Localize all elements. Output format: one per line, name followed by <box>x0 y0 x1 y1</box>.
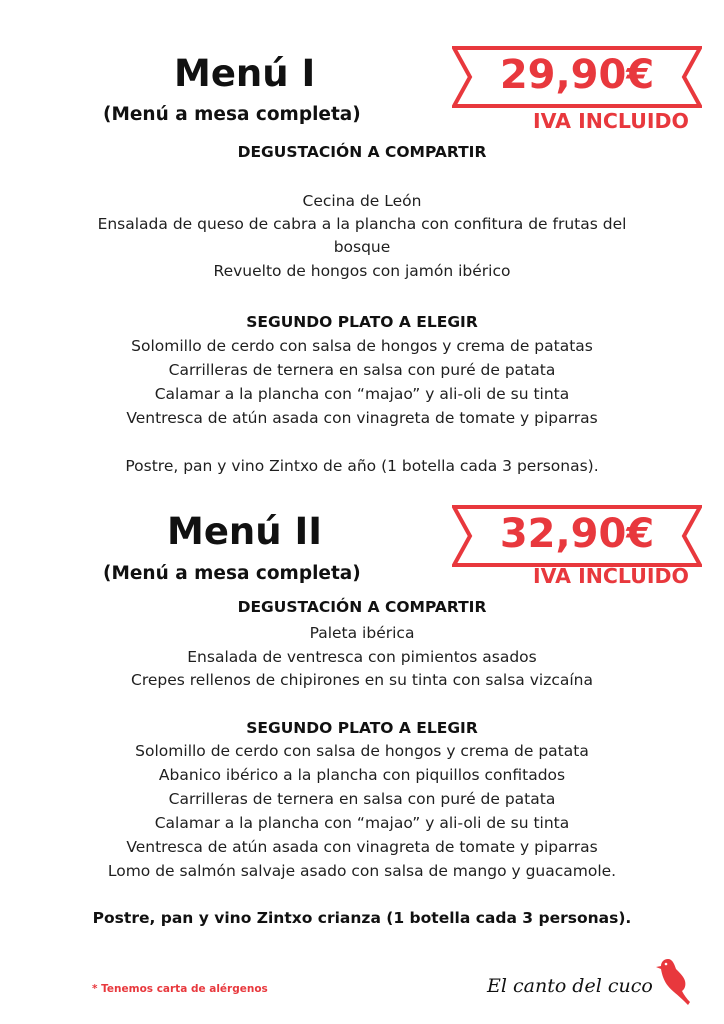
menu2-item: Ensalada de ventresca con pimientos asados <box>187 648 537 666</box>
menu1-item: Revuelto de hongos con jamón ibérico <box>213 262 511 280</box>
menu1-price: 29,90€ <box>499 52 655 98</box>
menu1-item: Carrilleras de ternera en salsa con puré de patata <box>168 361 556 379</box>
menu2-title: Menú II <box>167 510 323 553</box>
menu2-item: Lomo de salmón salvaje asado con salsa de mango y guacamole. <box>107 862 617 880</box>
menu2-item: Paleta ibérica <box>309 624 415 642</box>
menu2-item: Calamar a la plancha con “majao” y ali-oli de su tinta <box>154 814 570 832</box>
menu1-price-badge <box>452 46 702 108</box>
menu1-tax-note: IVA INCLUIDO <box>533 109 689 133</box>
menu1-item: Ventresca de atún asada con vinagreta de tomate y piparras <box>126 409 598 427</box>
menu1-subtitle: (Menú a mesa completa) <box>103 104 361 125</box>
menu1-item: Ensalada de queso de cabra a la plancha con confitura de frutas del <box>97 215 627 233</box>
menu1-footer: Postre, pan y vino Zintxo de año (1 botella cada 3 personas). <box>125 457 599 475</box>
menu2-subtitle: (Menú a mesa completa) <box>103 563 361 584</box>
menu1-section2-heading: SEGUNDO PLATO A ELEGIR <box>246 313 478 331</box>
menu1-item: bosque <box>333 238 391 256</box>
menu1-item: Cecina de León <box>302 192 422 210</box>
menu2-section1-heading: DEGUSTACIÓN A COMPARTIR <box>237 598 487 616</box>
menu1-item: Calamar a la plancha con “majao” y ali-oli de su tinta <box>154 385 570 403</box>
menu1-title: Menú I <box>174 52 316 95</box>
menu2-section2-heading: SEGUNDO PLATO A ELEGIR <box>246 719 478 737</box>
menu2-item: Abanico ibérico a la plancha con piquillos confitados <box>158 766 566 784</box>
menu2-price: 32,90€ <box>499 511 655 557</box>
menu1-section1-heading: DEGUSTACIÓN A COMPARTIR <box>237 143 487 161</box>
menu2-tax-note: IVA INCLUIDO <box>533 564 689 588</box>
bird-icon <box>654 955 696 1007</box>
menu1-item: Solomillo de cerdo con salsa de hongos y crema de patatas <box>131 337 593 355</box>
allergen-note: * Tenemos carta de alérgenos <box>92 983 268 995</box>
menu2-item: Solomillo de cerdo con salsa de hongos y crema de patata <box>135 742 589 760</box>
menu2-item: Ventresca de atún asada con vinagreta de tomate y piparras <box>126 838 598 856</box>
menu2-footer: Postre, pan y vino Zintxo crianza (1 botella cada 3 personas). <box>92 909 632 927</box>
menu2-item: Crepes rellenos de chipirones en su tinta con salsa vizcaína <box>131 671 593 689</box>
menu2-item: Carrilleras de ternera en salsa con puré de patata <box>168 790 556 808</box>
menu2-price-badge <box>452 505 702 567</box>
brand-name: El canto del cuco <box>487 975 653 997</box>
